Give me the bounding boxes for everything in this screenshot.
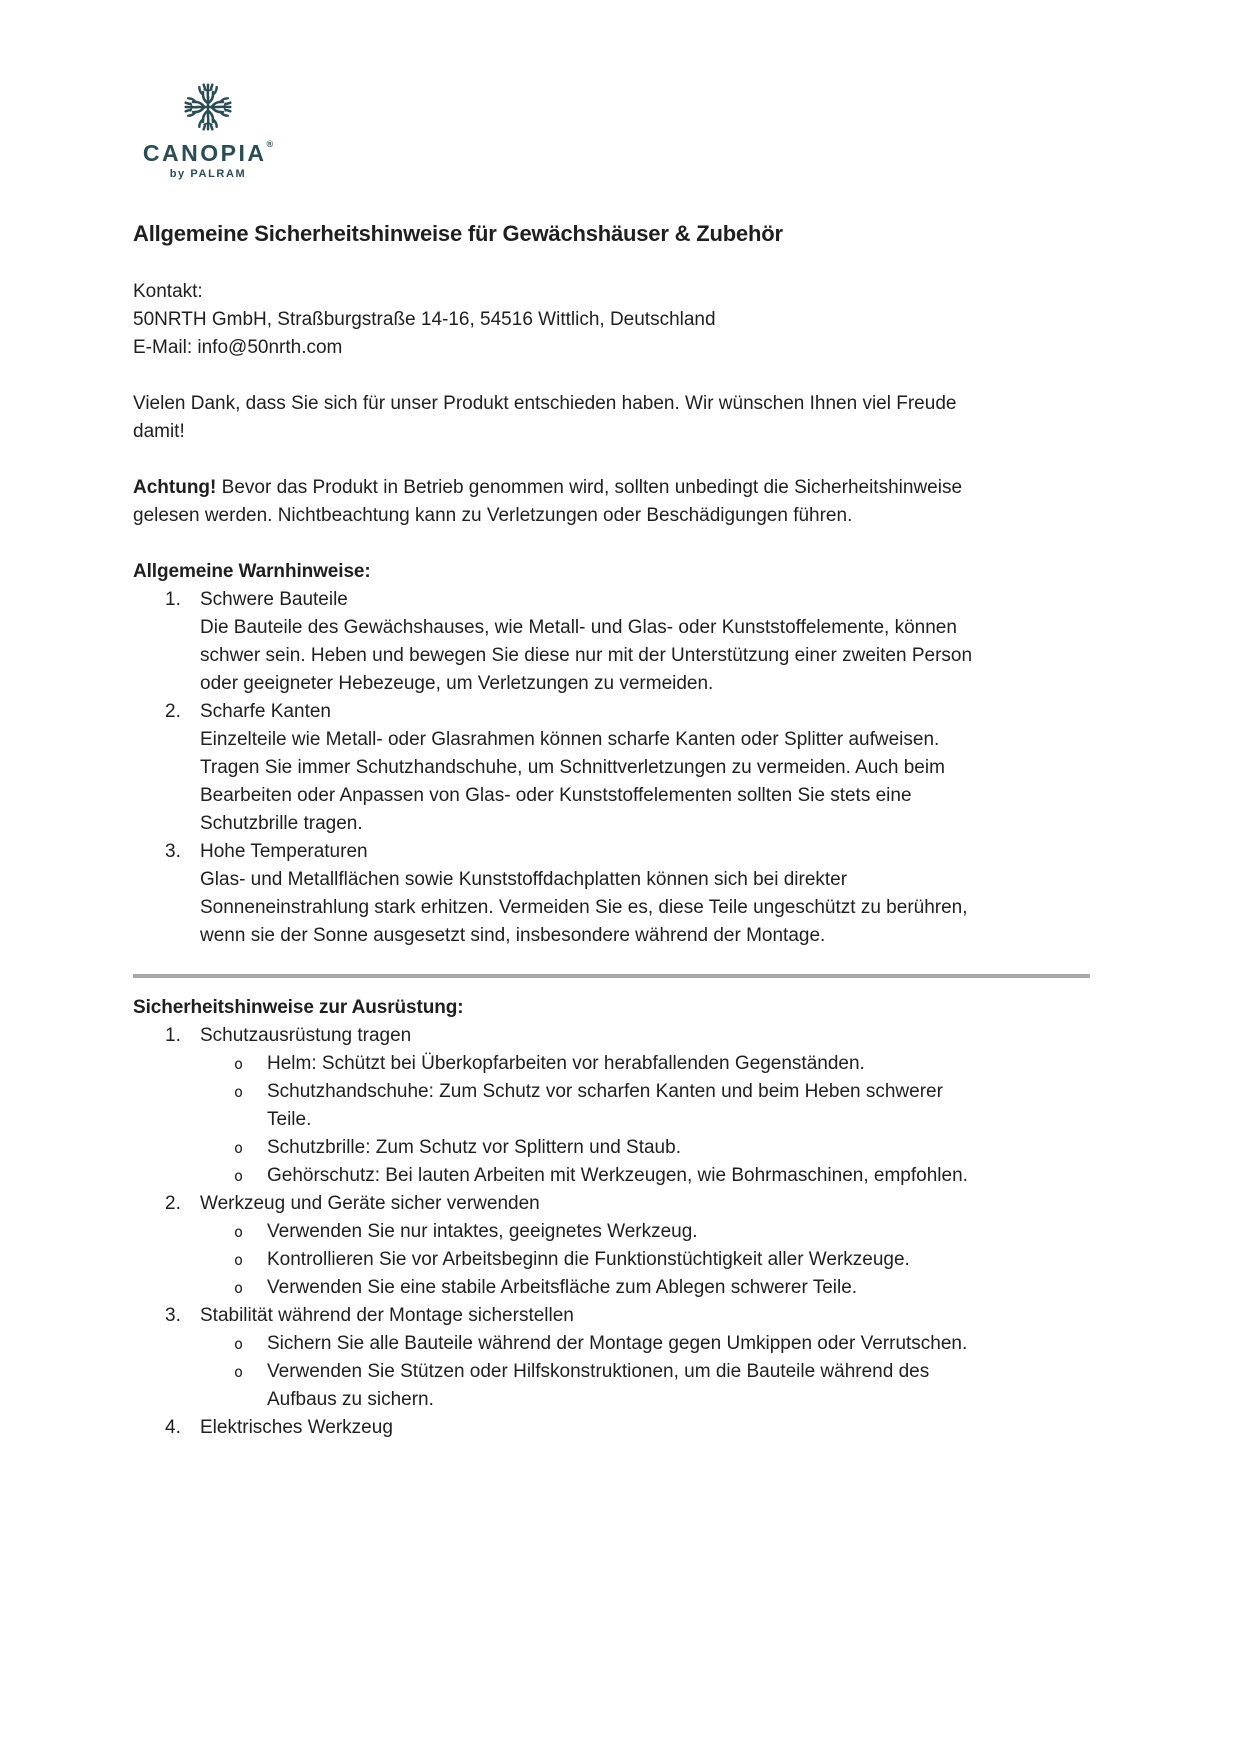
list-item [133, 586, 1110, 698]
list-item-title: Scharfe Kanten [200, 701, 331, 722]
list-item-title: Stabilität während der Montage sicherstellen [200, 1305, 574, 1326]
list-item [133, 1302, 1110, 1414]
list-item-title: Schutzausrüstung tragen [200, 1025, 412, 1046]
sub-list-item [200, 1274, 1110, 1302]
ausruestung-list [133, 1022, 1110, 1442]
contact-email: E-Mail: info@50nrth.com [133, 337, 343, 358]
list-item [133, 1190, 1110, 1302]
sub-list [200, 1330, 1110, 1414]
list-item-title: Schwere Bauteile [200, 589, 348, 610]
list-item-title: Werkzeug und Geräte sicher verwenden [200, 1193, 540, 1214]
sub-list-item [200, 1218, 1110, 1246]
sub-item-text: Gehörschutz: Bei lauten Arbeiten mit Werkzeugen, wie Bohrmaschinen, empfohlen. [267, 1165, 968, 1186]
sub-list [200, 1050, 1110, 1190]
list-item [133, 698, 1110, 838]
section-heading-ausruestung: Sicherheitshinweise zur Ausrüstung: [133, 997, 464, 1018]
intro-paragraph: Vielen Dank, dass Sie sich für unser Produkt entschieden haben. Wir wünschen Ihnen viel Freude damit! [133, 393, 957, 442]
sub-list-item [200, 1162, 1110, 1190]
list-item [133, 1022, 1110, 1190]
list-item-body: Die Bauteile des Gewächshauses, wie Metall- und Glas- oder Kunststoffelemente, können schwer sein. Heben und bewegen Sie diese nur mit der Unterstützung einer zweiten Person oder geeigneter Hebezeuge, um Verletzungen zu vermeiden. [200, 617, 973, 694]
sub-item-text: Sichern Sie alle Bauteile während der Montage gegen Umkippen oder Verrutschen. [267, 1333, 968, 1354]
list-item-body: Einzelteile wie Metall- oder Glasrahmen können scharfe Kanten oder Splitter aufweisen. Tragen Sie immer Schutzhandschuhe, um Schnittverletzungen zu vermeiden. Auch beim Bearbeiten oder Anpassen von Glas- oder Kunststoffelementen sollten Sie stets eine Schutzbrille tragen. [200, 729, 945, 834]
canopia-logo [133, 76, 283, 180]
list-item-body: Glas- und Metallflächen sowie Kunststoffdachplatten können sich bei direkter Sonneneinstrahlung stark erhitzen. Vermeiden Sie es, diese Teile ungeschützt zu berühren, wenn sie der Sonne ausgesetzt sind, insbesondere während der Montage. [200, 869, 968, 946]
warning-lead: Achtung! [133, 477, 217, 498]
sub-list-item [200, 1246, 1110, 1274]
warning-paragraph [133, 474, 963, 530]
canopia-tree-icon [177, 76, 239, 138]
sub-item-text: Verwenden Sie eine stabile Arbeitsfläche zum Ablegen schwerer Teile. [267, 1277, 858, 1298]
list-item-title: Hohe Temperaturen [200, 841, 368, 862]
sub-item-text: Schutzbrille: Zum Schutz vor Splittern und Staub. [267, 1137, 681, 1158]
list-item [133, 1414, 1110, 1442]
warning-text: Bevor das Produkt in Betrieb genommen wird, sollten unbedingt die Sicherheitshinweise gelesen werden. Nichtbeachtung kann zu Verletzungen oder Beschädigungen führen. [133, 477, 963, 526]
sub-item-text: Helm: Schützt bei Überkopfarbeiten vor herabfallenden Gegenständen. [267, 1053, 865, 1074]
sub-list-item [200, 1050, 1110, 1078]
contact-label: Kontakt: [133, 281, 203, 302]
sub-list-item [200, 1134, 1110, 1162]
contact-block [133, 278, 963, 362]
contact-address: 50NRTH GmbH, Straßburgstraße 14-16, 54516 Wittlich, Deutschland [133, 309, 716, 330]
sub-list-item [200, 1078, 1110, 1134]
sub-item-text: Verwenden Sie Stützen oder Hilfskonstruktionen, um die Bauteile während des Aufbaus zu sichern. [267, 1361, 930, 1410]
sub-item-text: Kontrollieren Sie vor Arbeitsbeginn die Funktionstüchtigkeit aller Werkzeuge. [267, 1249, 910, 1270]
sub-item-text: Verwenden Sie nur intaktes, geeignetes Werkzeug. [267, 1221, 698, 1242]
brand-name: CANOPIA® [142, 139, 274, 166]
page-title: Allgemeine Sicherheitshinweise für Gewächshäuser & Zubehör [133, 221, 783, 246]
list-item [133, 838, 1110, 950]
section-heading-warnhinweise: Allgemeine Warnhinweise: [133, 561, 371, 582]
section-divider [133, 974, 1090, 978]
registered-mark: ® [266, 139, 274, 149]
warnhinweise-list [133, 586, 1110, 950]
sub-list-item [200, 1358, 1110, 1414]
sub-list [200, 1218, 1110, 1302]
list-item-title: Elektrisches Werkzeug [200, 1417, 393, 1438]
brand-tagline: by PALRAM [169, 168, 247, 180]
sub-list-item [200, 1330, 1110, 1358]
sub-item-text: Schutzhandschuhe: Zum Schutz vor scharfen Kanten und beim Heben schwerer Teile. [267, 1081, 943, 1130]
